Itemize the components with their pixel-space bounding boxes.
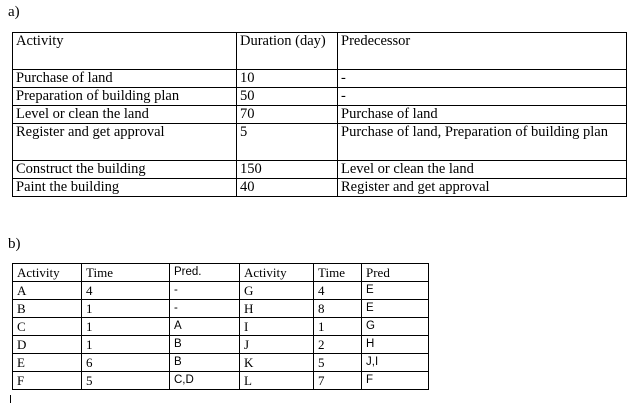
activity-cell: Register and get approval [13,124,237,161]
predecessor-cell: Register and get approval [338,179,627,197]
time-cell: 5 [314,354,362,372]
time-cell: 1 [82,318,170,336]
duration-cell: 5 [237,124,338,161]
time-cell: 5 [82,372,170,390]
table-row [13,88,627,106]
pred-cell: - [170,282,240,300]
activity-cell: I [240,318,314,336]
activity-cell: F [13,372,82,390]
table-header-row [13,33,627,70]
time-cell: 1 [314,318,362,336]
text-cursor-mark [10,395,11,403]
predecessor-cell: Purchase of land, Preparation of building plan [338,124,627,161]
table-row [13,124,627,161]
activity-cell: E [13,354,82,372]
pred-cell: E [362,300,429,318]
pred-header: Pred. [170,264,240,282]
activity-cell: Level or clean the land [13,106,237,124]
time-cell: 6 [82,354,170,372]
time-header: Time [314,264,362,282]
duration-cell: 10 [237,70,338,88]
activity-cell: A [13,282,82,300]
predecessor-header: Predecessor [338,33,627,70]
predecessor-cell: - [338,70,627,88]
time-header: Time [82,264,170,282]
activity-cell: G [240,282,314,300]
time-cell: 1 [82,300,170,318]
table-row [13,300,429,318]
duration-cell: 50 [237,88,338,106]
table-row [13,318,429,336]
activity-cell: D [13,336,82,354]
duration-cell: 40 [237,179,338,197]
duration-cell: 70 [237,106,338,124]
time-cell: 4 [82,282,170,300]
pred-cell: C,D [170,372,240,390]
table-header-row [13,264,429,282]
pred-cell: F [362,372,429,390]
activity-cell: Purchase of land [13,70,237,88]
time-cell: 2 [314,336,362,354]
table-row [13,336,429,354]
pred-header: Pred [362,264,429,282]
activity-header: Activity [240,264,314,282]
pred-cell: - [170,300,240,318]
activity-cell: L [240,372,314,390]
duration-cell: 150 [237,161,338,179]
table-row [13,179,627,197]
activity-cell: Preparation of building plan [13,88,237,106]
time-cell: 1 [82,336,170,354]
activity-cell: Paint the building [13,179,237,197]
duration-header: Duration (day) [237,33,338,70]
pred-cell: G [362,318,429,336]
activity-cell: B [13,300,82,318]
table-row [13,70,627,88]
part-b-label: b) [8,236,21,252]
part-a-label: a) [8,4,20,20]
predecessor-cell: Level or clean the land [338,161,627,179]
activity-header: Activity [13,264,82,282]
activity-cell: K [240,354,314,372]
time-cell: 4 [314,282,362,300]
predecessor-cell: - [338,88,627,106]
pred-cell: B [170,354,240,372]
pred-cell: B [170,336,240,354]
pred-cell: E [362,282,429,300]
activity-duration-table [12,32,627,197]
pred-cell: H [362,336,429,354]
activity-cell: C [13,318,82,336]
table-row [13,354,429,372]
table-row [13,161,627,179]
table-row [13,282,429,300]
activity-cell: H [240,300,314,318]
predecessor-cell: Purchase of land [338,106,627,124]
activity-header: Activity [13,33,237,70]
table-row [13,372,429,390]
table-row [13,106,627,124]
activity-cell: J [240,336,314,354]
activity-cell: Construct the building [13,161,237,179]
activity-time-table [12,263,429,390]
time-cell: 8 [314,300,362,318]
time-cell: 7 [314,372,362,390]
pred-cell: J,I [362,354,429,372]
pred-cell: A [170,318,240,336]
